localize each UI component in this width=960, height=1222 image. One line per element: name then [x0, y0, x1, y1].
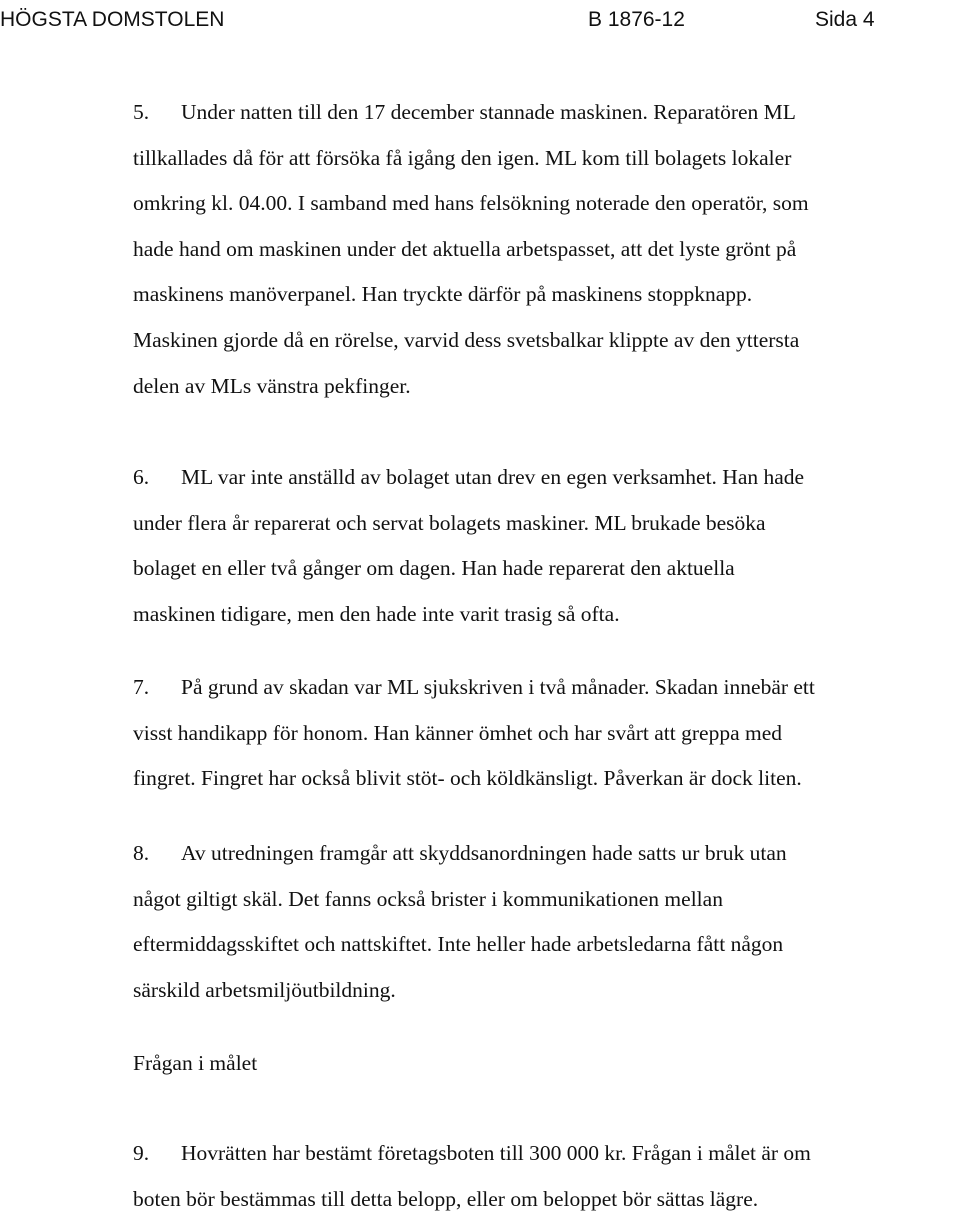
section-heading: Frågan i målet	[133, 1051, 258, 1075]
paragraph-line: särskild arbetsmiljöutbildning.	[133, 977, 396, 1002]
paragraph-number: 9.	[133, 1141, 150, 1165]
paragraph-line: fingret. Fingret har också blivit stöt- och köldkänsligt. Påverkan är dock liten.	[133, 766, 802, 791]
paragraph-line: Maskinen gjorde då en rörelse, varvid dess svetsbalkar klippte av den yttersta	[133, 327, 800, 352]
paragraph-number: 6.	[133, 465, 150, 489]
paragraph-number: 7.	[133, 675, 150, 699]
paragraph-line: 5. Under natten till den 17 december stannade maskinen. Reparatören ML	[133, 90, 960, 136]
paragraph-6	[133, 455, 960, 637]
paragraph-number: 8.	[133, 841, 150, 865]
paragraph-7	[133, 665, 960, 802]
paragraph-line: maskinen tidigare, men den hade inte varit trasig så ofta.	[133, 601, 620, 626]
paragraph-line: 7. På grund av skadan var ML sjukskriven i två månader. Skadan innebär ett	[133, 665, 960, 711]
paragraph-line: eftermiddagsskiftet och nattskiftet. Inte heller hade arbetsledarna fått någon	[133, 932, 784, 957]
paragraph-line: visst handikapp för honom. Han känner ömhet och har svårt att greppa med	[133, 720, 782, 745]
page-header	[0, 0, 960, 40]
paragraph-9	[133, 1131, 960, 1222]
paragraph-line: något giltigt skäl. Det fanns också brister i kommunikationen mellan	[133, 886, 723, 911]
page-number: Sida 4	[815, 8, 875, 31]
paragraph-5	[133, 90, 960, 409]
paragraph-line: 6. ML var inte anställd av bolaget utan drev en egen verksamhet. Han hade	[133, 455, 960, 501]
paragraph-line: hade hand om maskinen under det aktuella arbetspasset, att det lyste grönt på	[133, 236, 797, 261]
court-name: HÖGSTA DOMSTOLEN	[0, 8, 225, 31]
case-number: B 1876-12	[588, 8, 685, 31]
paragraph-line: bolaget en eller två gånger om dagen. Han hade reparerat den aktuella	[133, 556, 735, 581]
paragraph-line: 8. Av utredningen framgår att skyddsanordningen hade satts ur bruk utan	[133, 831, 960, 877]
paragraph-line: boten bör bestämmas till detta belopp, eller om beloppet bör sättas lägre.	[133, 1186, 759, 1211]
paragraph-8	[133, 831, 960, 1013]
paragraph-line: omkring kl. 04.00. I samband med hans felsökning noterade den operatör, som	[133, 191, 809, 216]
paragraph-line: under flera år reparerat och servat bolagets maskiner. ML brukade besöka	[133, 510, 766, 535]
paragraph-line: tillkallades då för att försöka få igång den igen. ML kom till bolagets lokaler	[133, 145, 792, 170]
paragraph-number: 5.	[133, 100, 150, 124]
paragraph-line: delen av MLs vänstra pekfinger.	[133, 373, 411, 398]
paragraph-line: maskinens manöverpanel. Han tryckte därför på maskinens stoppknapp.	[133, 282, 753, 307]
paragraph-line: 9. Hovrätten har bestämt företagsboten till 300 000 kr. Frågan i målet är om	[133, 1131, 960, 1177]
